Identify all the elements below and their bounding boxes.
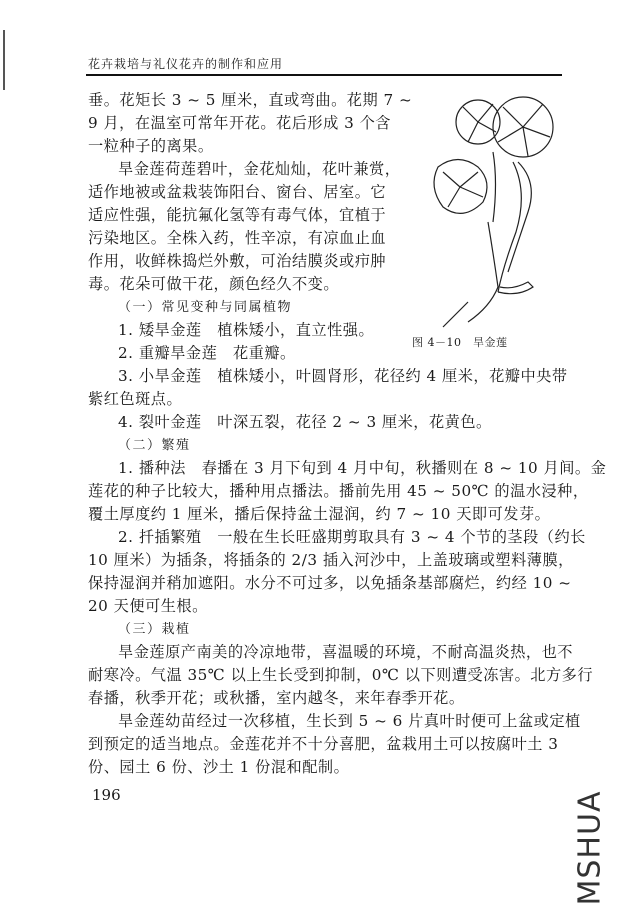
text-line: 2. 扦插繁殖 一般在生长旺盛期剪取具有 3 ~ 4 个节的茎段（约长 — [118, 528, 586, 546]
text-line: 保持湿润并稍加遮阳。水分不可过多，以免插条基部腐烂，约经 10 ~ — [88, 574, 572, 592]
text-line: 20 天便可生根。 — [88, 597, 208, 615]
nasturtium-illustration-icon — [398, 92, 568, 332]
text-line: 污染地区。全株入药，性辛凉，有凉血止血 — [88, 229, 387, 247]
text-line: 份、园土 6 份、沙土 1 份混和配制。 — [88, 758, 350, 776]
text-line: 垂。花矩长 3 ~ 5 厘米，直或弯曲。花期 7 ~ — [88, 91, 413, 109]
section-heading: （二）繁殖 — [118, 438, 191, 453]
scan-edge-mark — [3, 30, 5, 90]
header-rule — [86, 74, 562, 76]
text-line: 4. 裂叶金莲 叶深五裂，花径 2 ~ 3 厘米，花黄色。 — [118, 413, 492, 431]
watermark: MSHUA — [572, 790, 608, 906]
text-line: 3. 小旱金莲 植株矮小，叶圆肾形，花径约 4 厘米，花瓣中央带 — [118, 367, 568, 385]
figure-caption: 图 4－10 旱金莲 — [412, 336, 508, 349]
text-line: 覆土厚度约 1 厘米，播后保持盆土湿润，约 7 ~ 10 天即可发芽。 — [88, 505, 551, 523]
text-line: 10 厘米）为插条，将插条的 2/3 插入河沙中，上盖玻璃或塑料薄膜， — [88, 551, 574, 569]
text-line: 莲花的种子比较大，播种用点播法。播前先用 45 ~ 50℃ 的温水浸种， — [88, 482, 589, 500]
section-heading: （三）栽植 — [118, 622, 191, 637]
text-line: 紫红色斑点。 — [88, 390, 183, 408]
text-line: 2. 重瓣旱金莲 花重瓣。 — [118, 344, 296, 362]
text-line: 耐寒冷。气温 35℃ 以上生长受到抑制，0℃ 以下则遭受冻害。北方多行 — [88, 666, 594, 684]
section-heading: （一）常见变种与同属植物 — [118, 300, 293, 315]
text-line: 春播，秋季开花；或秋播，室内越冬，来年春季开花。 — [88, 689, 465, 707]
text-line: 到预定的适当地点。金莲花并不十分喜肥，盆栽用土可以按腐叶土 3 — [88, 735, 559, 753]
text-line: 适作地被或盆栽装饰阳台、窗台、居室。它 — [88, 183, 387, 201]
text-line: 适应性强，能抗氟化氢等有毒气体，宜植于 — [88, 206, 387, 224]
text-line: 作用，收鲜株捣烂外敷，可治结膜炎或疖肿 — [88, 252, 387, 270]
text-line: 旱金莲幼苗经过一次移植，生长到 5 ~ 6 片真叶时便可上盆或定植 — [118, 712, 581, 730]
text-line: 1. 矮旱金莲 植株矮小，直立性强。 — [118, 321, 375, 339]
text-line: 一粒种子的离果。 — [88, 137, 214, 155]
text-line: 旱金莲原产南美的冷凉地带，喜温暖的环境，不耐高温炎热，也不 — [118, 643, 573, 661]
text-line: 9 月，在温室可常年开花。花后形成 3 个含 — [88, 114, 391, 132]
text-line: 毒。花朵可做干花，颜色经久不变。 — [88, 275, 339, 293]
text-line: 1. 播种法 春播在 3 月下旬到 4 月中旬，秋播则在 8 ~ 10 月间。金 — [118, 459, 607, 477]
page-number: 196 — [92, 786, 121, 804]
running-head: 花卉栽培与礼仪花卉的制作和应用 — [88, 57, 284, 71]
text-line: 旱金莲荷莲碧叶，金花灿灿，花叶兼赏， — [118, 160, 401, 178]
